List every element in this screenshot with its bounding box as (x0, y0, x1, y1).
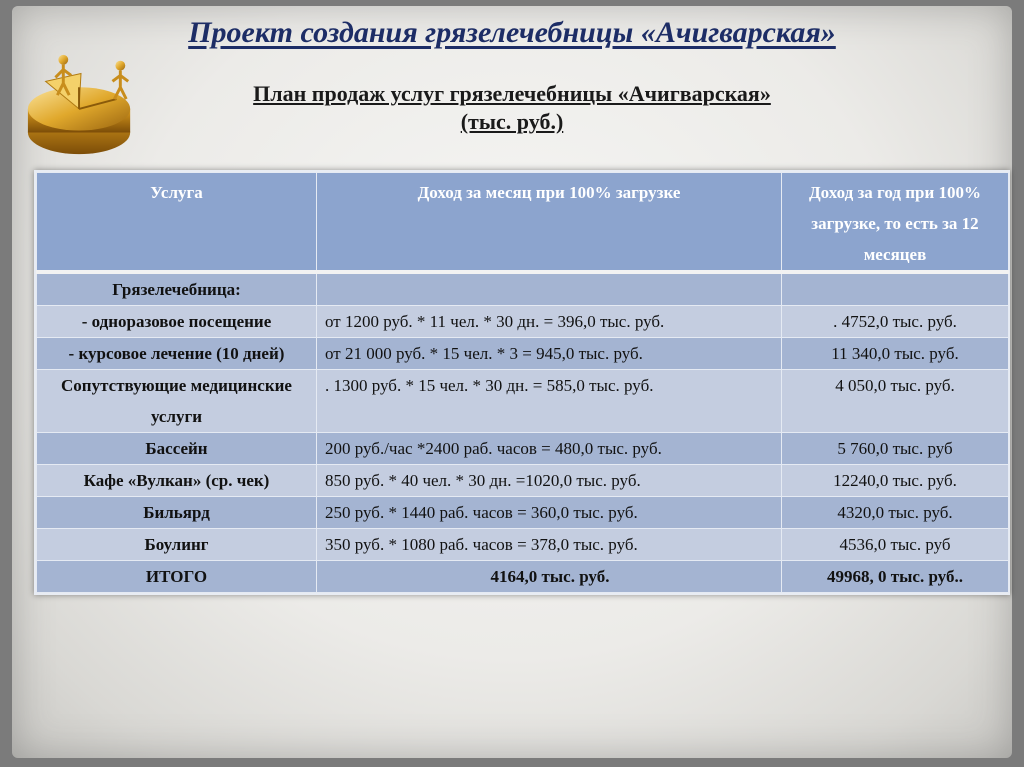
year-cell: 4 050,0 тыс. руб. (782, 370, 1009, 433)
service-cell: Кафе «Вулкан» (ср. чек) (37, 465, 317, 497)
table-row (37, 306, 1009, 338)
table-total-row (37, 561, 1009, 593)
month-cell: от 21 000 руб. * 15 чел. * 3 = 945,0 тыс. руб. (317, 338, 782, 370)
page-title: Проект создания грязелечебницы «Ачигварская» (188, 16, 836, 49)
month-cell: 850 руб. * 40 чел. * 30 дн. =1020,0 тыс. руб. (317, 465, 782, 497)
caption-line-1: План продаж услуг грязелечебницы «Ачигварская» (253, 81, 771, 106)
service-cell: Бассейн (37, 433, 317, 465)
month-cell: 200 руб./час *2400 раб. часов = 480,0 тыс. руб. (317, 433, 782, 465)
caption-line-2: (тыс. руб.) (460, 109, 564, 134)
table-row (37, 497, 1009, 529)
service-cell: Грязелечебница: (37, 272, 317, 306)
month-cell: от 1200 руб. * 11 чел. * 30 дн. = 396,0 тыс. руб. (317, 306, 782, 338)
year-cell: 11 340,0 тыс. руб. (782, 338, 1009, 370)
month-cell (317, 272, 782, 306)
table-header-row (37, 173, 1009, 273)
table-row (37, 338, 1009, 370)
table-row (37, 433, 1009, 465)
month-cell: . 1300 руб. * 15 чел. * 30 дн. = 585,0 тыс. руб. (317, 370, 782, 433)
total-label-cell: ИТОГО (37, 561, 317, 593)
total-month-cell: 4164,0 тыс. руб. (317, 561, 782, 593)
service-cell: - курсовое лечение (10 дней) (37, 338, 317, 370)
year-cell: 12240,0 тыс. руб. (782, 465, 1009, 497)
table-row (37, 272, 1009, 306)
table-row (37, 370, 1009, 433)
table-row (37, 465, 1009, 497)
gold-pie-chart-figures-icon (22, 44, 140, 162)
year-cell: 4536,0 тыс. руб (782, 529, 1009, 561)
service-cell: Сопутствующие медицинские услуги (37, 370, 317, 433)
year-cell: 5 760,0 тыс. руб (782, 433, 1009, 465)
month-cell: 250 руб. * 1440 раб. часов = 360,0 тыс. руб. (317, 497, 782, 529)
table-row (37, 529, 1009, 561)
total-year-cell: 49968, 0 тыс. руб.. (782, 561, 1009, 593)
table-caption (0, 80, 1024, 136)
service-cell: - одноразовое посещение (37, 306, 317, 338)
sales-plan-table (34, 170, 1010, 595)
service-cell: Бильярд (37, 497, 317, 529)
year-cell: . 4752,0 тыс. руб. (782, 306, 1009, 338)
header-service: Услуга (37, 173, 317, 273)
month-cell: 350 руб. * 1080 раб. часов = 378,0 тыс. руб. (317, 529, 782, 561)
year-cell: 4320,0 тыс. руб. (782, 497, 1009, 529)
header-month: Доход за месяц при 100% загрузке (317, 173, 782, 273)
header-year: Доход за год при 100% загрузке, то есть за 12 месяцев (782, 173, 1009, 273)
service-cell: Боулинг (37, 529, 317, 561)
year-cell (782, 272, 1009, 306)
